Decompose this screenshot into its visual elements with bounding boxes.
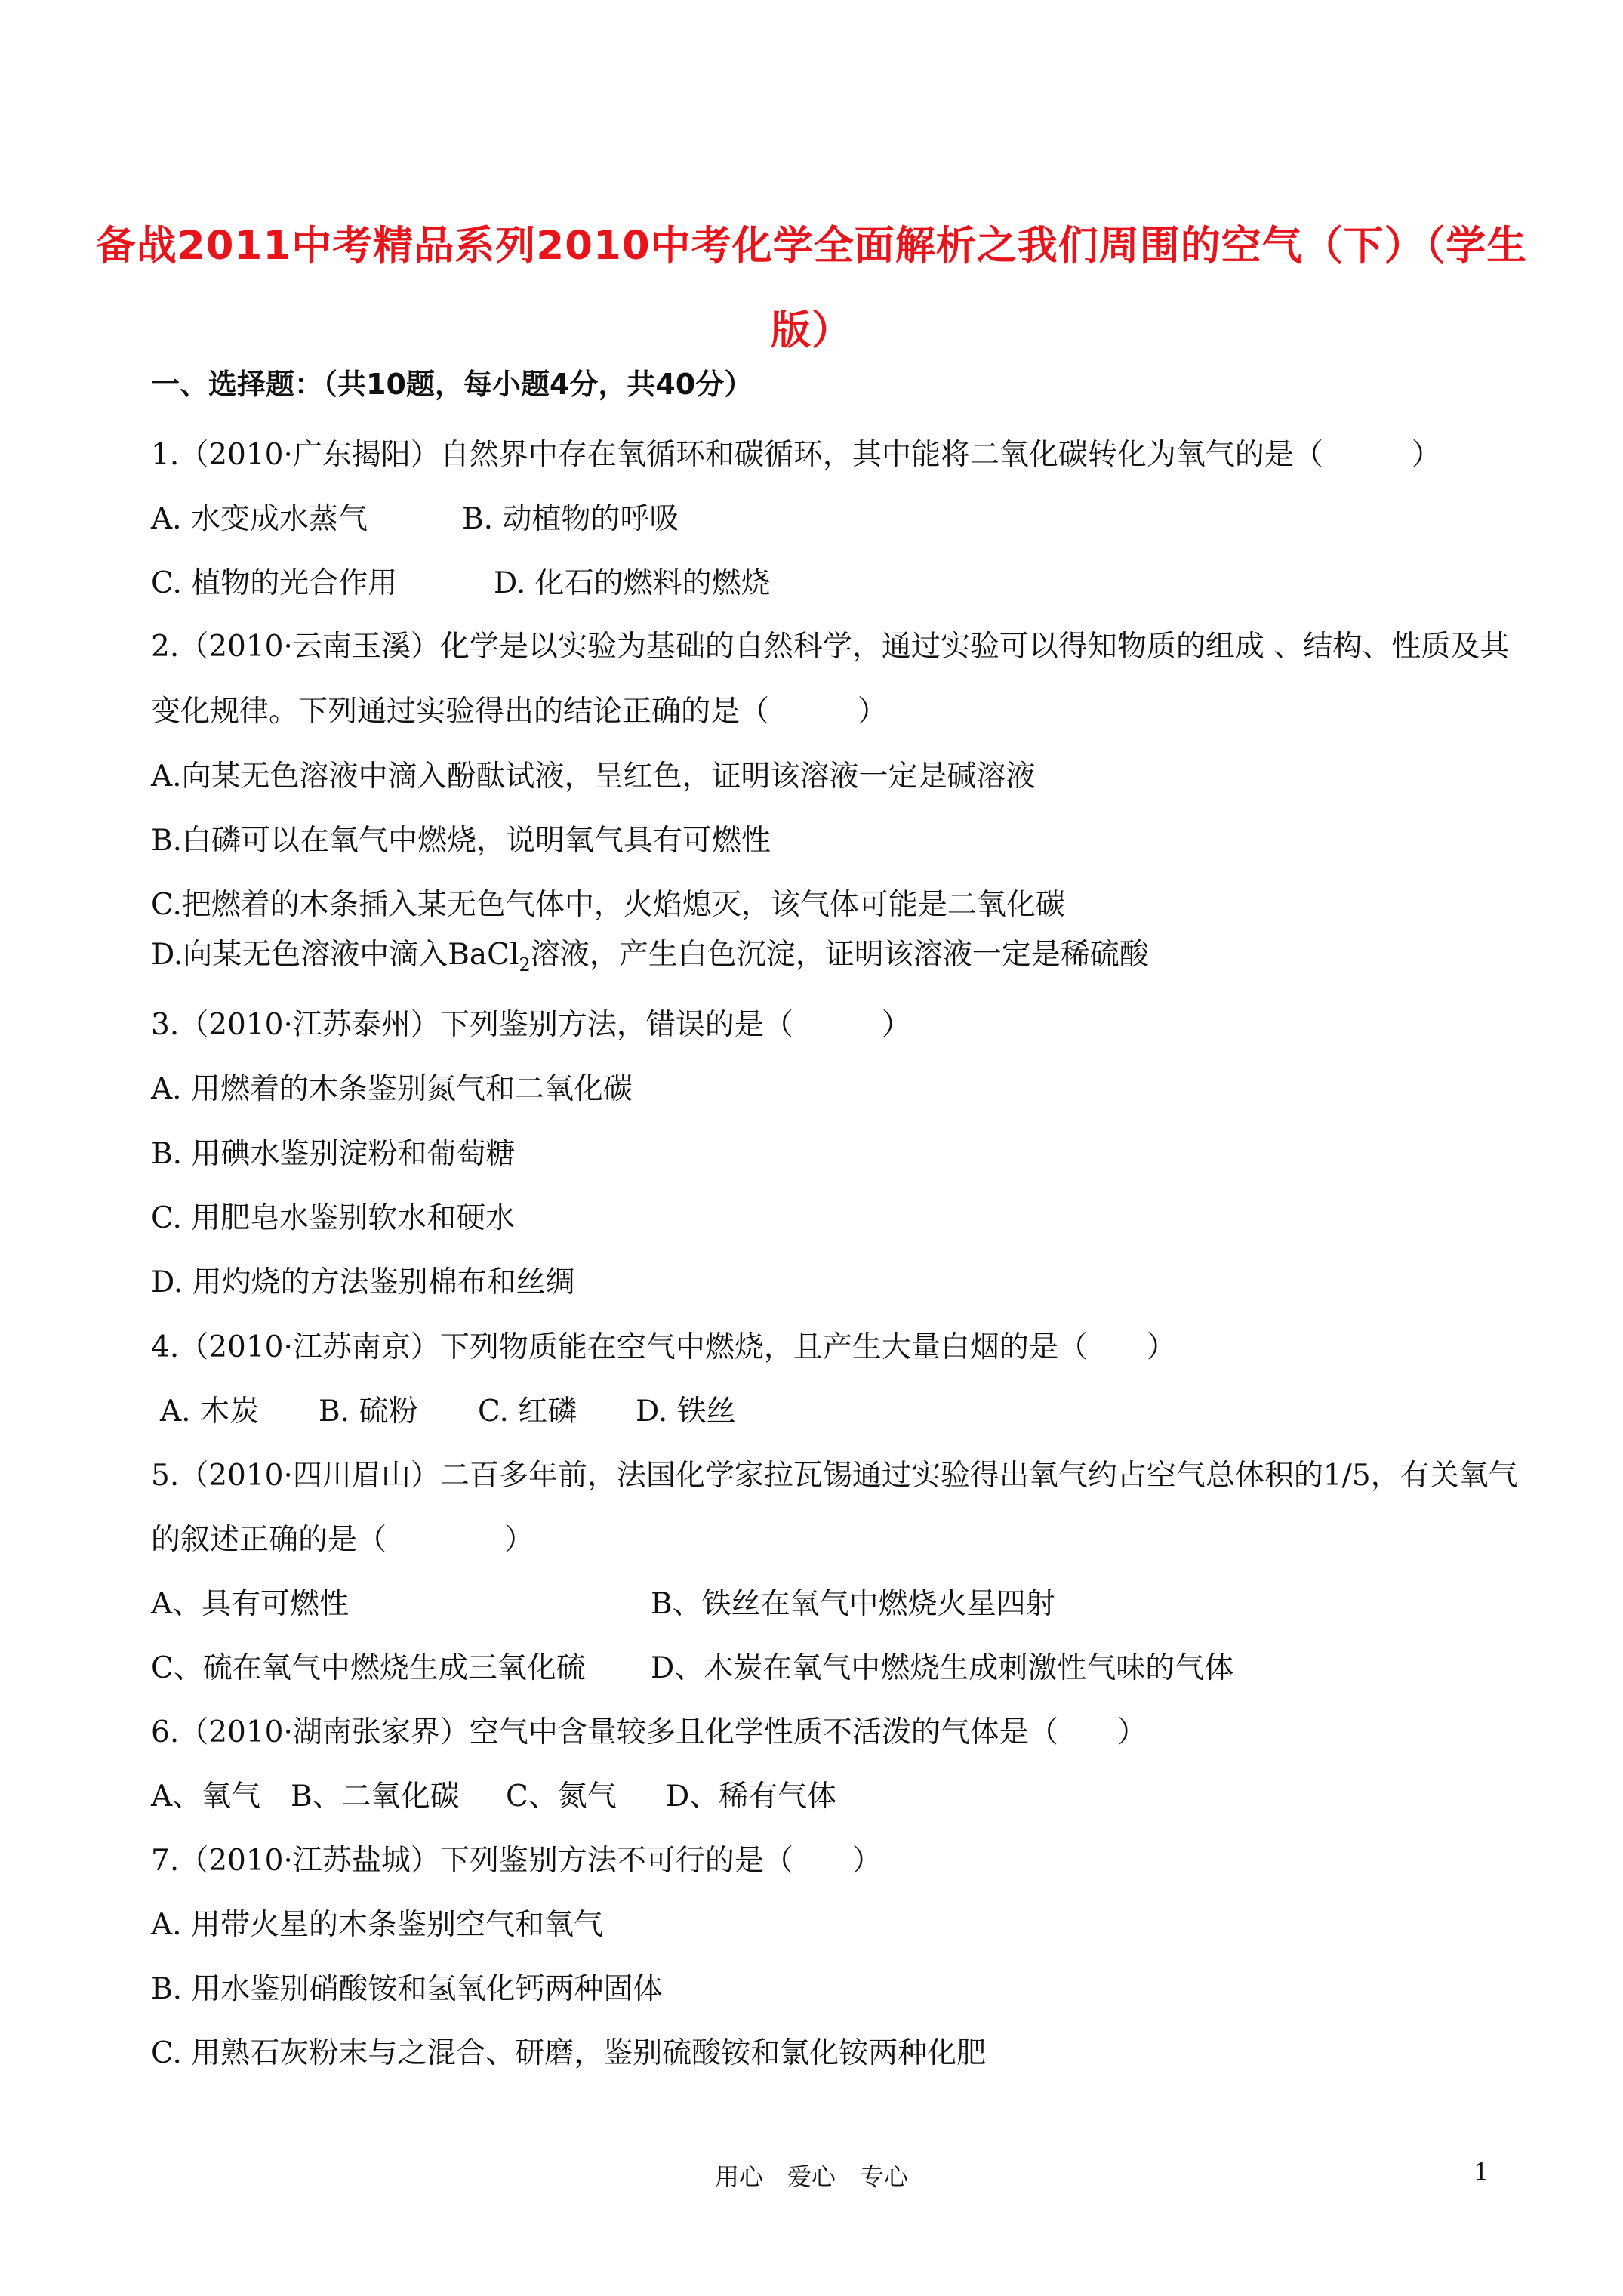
- question-4-option-a: A. 木炭: [160, 1395, 259, 1428]
- question-5-option-d: D、木炭在氧气中燃烧生成刺激性气味的气体: [651, 1651, 1234, 1685]
- question-2-option-a: A.向某无色溶液中滴入酚酞试液，呈红色，证明该溶液一定是碱溶液: [151, 760, 1036, 794]
- question-1-option-c: C. 植物的光合作用: [151, 566, 398, 600]
- question-3-option-a: A. 用燃着的木条鉴别氮气和二氧化碳: [151, 1072, 633, 1106]
- question-7-stem: 7.（2010·江苏盐城）下列鉴别方法不可行的是（ ）: [151, 1844, 882, 1878]
- question-3-option-b: B. 用碘水鉴别淀粉和葡萄糖: [151, 1137, 516, 1171]
- question-2-option-b: B.白磷可以在氧气中燃烧，说明氧气具有可燃性: [151, 824, 771, 858]
- question-4-stem: 4.（2010·江苏南京）下列物质能在空气中燃烧，且产生大量白烟的是（ ）: [151, 1330, 1176, 1364]
- question-2-option-d-text: D.向某无色溶液中滴入BaCl: [151, 938, 519, 972]
- question-6-option-a: A、氧气: [151, 1780, 261, 1814]
- question-5-option-c: C、硫在氧气中燃烧生成三氧化硫: [151, 1651, 586, 1685]
- question-3-option-d: D. 用灼烧的方法鉴别棉布和丝绸: [151, 1265, 575, 1299]
- question-3-option-c: C. 用肥皂水鉴别软水和硬水: [151, 1201, 516, 1235]
- question-4-option-d: D. 铁丝: [636, 1395, 736, 1428]
- question-2-option-d: [151, 936, 1149, 984]
- question-1-option-b: B. 动植物的呼吸: [462, 502, 679, 536]
- question-6-option-c: C、氮气: [506, 1780, 617, 1814]
- question-6-stem: 6.（2010·湖南张家界）空气中含量较多且化学性质不活泼的气体是（ ）: [151, 1715, 1147, 1749]
- question-2-option-c: C.把燃着的木条插入某无色气体中，火焰熄灭，该气体可能是二氧化碳: [151, 888, 1065, 922]
- question-2-stem-line-1: 2.（2010·云南玉溪）化学是以实验为基础的自然科学，通过实验可以得知物质的组成 、结构、性质及其: [151, 630, 1510, 664]
- question-7-option-a: A. 用带火星的木条鉴别空气和氧气: [151, 1908, 603, 1942]
- document-title-line-2: 版）: [771, 307, 852, 353]
- question-2-stem-line-2: 变化规律。下列通过实验得出的结论正确的是（ ）: [151, 695, 888, 729]
- question-1-option-a: A. 水变成水蒸气: [151, 502, 368, 536]
- page-number: 1: [1474, 2158, 1489, 2187]
- question-3-stem: 3.（2010·江苏泰州）下列鉴别方法，错误的是（ ）: [151, 1008, 911, 1042]
- question-5-option-b: B、铁丝在氧气中燃烧火星四射: [651, 1587, 1055, 1621]
- question-5-option-a: A、具有可燃性: [151, 1587, 350, 1621]
- section-heading: 一、选择题：（共10题，每小题4分，共40分）: [151, 368, 753, 401]
- question-2-option-d-text-rest: 溶液，产生白色沉淀，证明该溶液一定是稀硫酸: [530, 938, 1149, 972]
- question-1-stem: 1.（2010·广东揭阳）自然界中存在氧循环和碳循环，其中能将二氧化碳转化为氧气的是（ ）: [151, 438, 1441, 472]
- footer-motto: 用心 爱心 专心: [714, 2162, 908, 2191]
- document-title-line-1: 备战2011中考精品系列2010中考化学全面解析之我们周围的空气（下）（学生: [95, 223, 1528, 269]
- question-4-option-c: C. 红磷: [478, 1395, 577, 1428]
- question-4-option-b: B. 硫粉: [319, 1395, 418, 1428]
- question-5-stem-line-1: 5.（2010·四川眉山）二百多年前，法国化学家拉瓦锡通过实验得出氧气约占空气总体积的1/5，有关氧气: [151, 1459, 1518, 1493]
- question-1-option-d: D. 化石的燃料的燃烧: [494, 566, 771, 600]
- question-7-option-b: B. 用水鉴别硝酸铵和氢氧化钙两种固体: [151, 1972, 663, 2006]
- question-6-option-b: B、二氧化碳: [291, 1780, 460, 1814]
- question-6-option-d: D、稀有气体: [666, 1780, 837, 1814]
- question-5-stem-line-2: 的叙述正确的是（ ）: [151, 1523, 534, 1557]
- formula-subscript: 2: [519, 954, 531, 975]
- question-7-option-c: C. 用熟石灰粉末与之混合、研磨，鉴别硫酸铵和氯化铵两种化肥: [151, 2036, 987, 2070]
